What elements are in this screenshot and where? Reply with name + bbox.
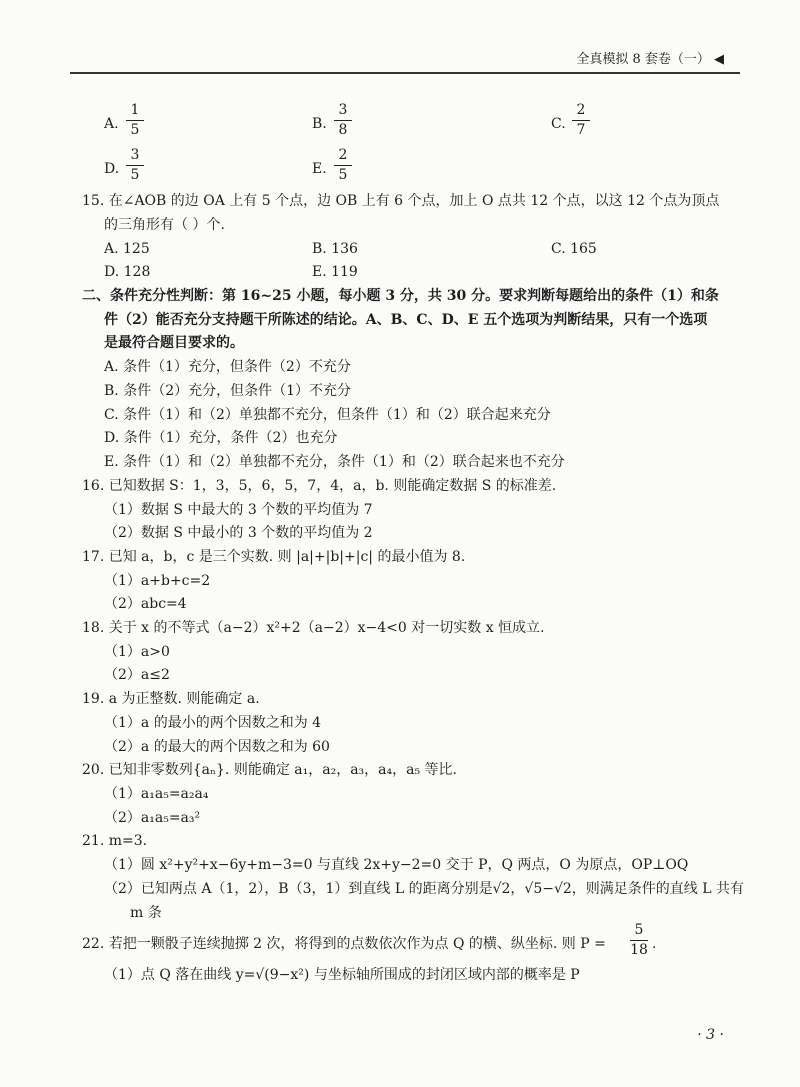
fraction <box>332 102 354 139</box>
numerator: 3 <box>130 147 140 163</box>
judgement-option: C. 条件（1）和（2）单独都不充分，但条件（1）和（2）联合起来充分 <box>104 407 551 423</box>
q22-stem-end: . <box>652 936 657 952</box>
numerator: 5 <box>634 922 644 938</box>
numerator: 1 <box>130 102 140 118</box>
q16-stem: 16. 已知数据 S：1，3，5，6，5，7，4，a，b. 则能确定数据 S 的标准差. <box>82 478 557 494</box>
judgement-option: A. 条件（1）充分，但条件（2）不充分 <box>104 359 351 375</box>
q18-condition-1: （1）a>0 <box>104 644 170 660</box>
q22-fraction <box>628 922 650 959</box>
judgement-option: B. 条件（2）充分，但条件（1）不充分 <box>104 383 352 399</box>
q21-stem: 21. m=3. <box>82 833 148 849</box>
header-title: 全真模拟 8 套卷（一） <box>576 52 710 67</box>
denominator: 18 <box>630 942 648 958</box>
fraction <box>570 102 592 139</box>
option-label: C. <box>551 116 566 132</box>
header-marker-icon: ◀ <box>714 52 724 67</box>
q19-condition-2: （2）a 的最大的两个因数之和为 60 <box>104 739 330 755</box>
numerator: 3 <box>338 102 348 118</box>
fraction <box>124 147 146 184</box>
q20-condition-1: （1）a₁a₅=a₂a₄ <box>104 786 209 802</box>
denominator: 8 <box>338 122 348 138</box>
q17-condition-2: （2）abc=4 <box>104 596 187 612</box>
denominator: 7 <box>576 122 586 138</box>
option-label: A. <box>104 116 119 132</box>
section2-heading-2: 件（2）能否充分支持题干所陈述的结论。A、B、C、D、E 五个选项为判断结果，只有一个选项 <box>104 312 708 328</box>
q17-condition-1: （1）a+b+c=2 <box>104 573 211 589</box>
judgement-option: D. 条件（1）充分，条件（2）也充分 <box>104 430 338 446</box>
q19-condition-1: （1）a 的最小的两个因数之和为 4 <box>104 715 322 731</box>
judgement-option: E. 条件（1）和（2）单独都不充分，条件（1）和（2）联合起来也不充分 <box>104 454 565 470</box>
section2-heading: 二、条件充分性判断：第 16~25 小题，每小题 3 分，共 30 分。要求判断每题给出的条件（1）和条 <box>82 288 719 304</box>
q15-stem-2: 的三角形有（ ）个. <box>104 217 225 233</box>
running-header <box>576 48 724 67</box>
numerator: 2 <box>338 147 348 163</box>
q21-condition-2-cont: m 条 <box>130 905 162 921</box>
q16-condition-1: （1）数据 S 中最大的 3 个数的平均值为 7 <box>104 502 373 518</box>
option-label: D. <box>104 161 120 177</box>
q15-option: D. 128 <box>104 264 151 280</box>
section2-heading-3: 是最符合题目要求的。 <box>104 335 244 351</box>
page-number: · 3 · <box>697 1027 724 1043</box>
q19-stem: 19. a 为正整数. 则能确定 a. <box>82 691 260 707</box>
q18-condition-2: （2）a≤2 <box>104 667 170 683</box>
q15-option: C. 165 <box>551 241 597 257</box>
q18-stem: 18. 关于 x 的不等式（a−2）x²+2（a−2）x−4<0 对一切实数 x 恒成立. <box>82 620 545 636</box>
q17-stem: 17. 已知 a，b，c 是三个实数. 则 |a|+|b|+|c| 的最小值为 8. <box>82 549 466 565</box>
q15-stem: 15. 在∠AOB 的边 OA 上有 5 个点，边 OB 上有 6 个点，加上 O 点共 12 个点，以这 12 个点为顶点 <box>82 193 720 209</box>
q15-option: B. 136 <box>312 241 358 257</box>
q20-stem: 20. 已知非零数列{aₙ}. 则能确定 a₁，a₂，a₃，a₄，a₅ 等比. <box>82 762 457 778</box>
header-rule <box>70 72 740 74</box>
q15-option: A. 125 <box>104 241 150 257</box>
denominator: 5 <box>130 167 140 183</box>
q21-condition-2: （2）已知两点 A（1，2），B（3，1）到直线 L 的距离分别是√2，√5−√2，则满足条件的直线 L 共有 <box>104 881 744 897</box>
q22-condition-1: （1）点 Q 落在曲线 y=√(9−x²) 与坐标轴所围成的封闭区域内部的概率是 P <box>104 967 580 983</box>
q22-stem: 22. 若把一颗骰子连续抛掷 2 次，将得到的点数依次作为点 Q 的横、纵坐标. 则 P = <box>82 936 606 952</box>
fraction <box>332 147 354 184</box>
denominator: 5 <box>130 122 140 138</box>
q20-condition-2: （2）a₁a₅=a₃² <box>104 810 201 826</box>
fraction <box>124 102 146 139</box>
option-label: B. <box>312 116 327 132</box>
q16-condition-2: （2）数据 S 中最小的 3 个数的平均值为 2 <box>104 525 373 541</box>
q15-option: E. 119 <box>312 264 358 280</box>
option-label: E. <box>312 161 327 177</box>
numerator: 2 <box>576 102 586 118</box>
denominator: 5 <box>338 167 348 183</box>
q21-condition-1: （1）圆 x²+y²+x−6y+m−3=0 与直线 2x+y−2=0 交于 P，Q 两点，O 为原点，OP⊥OQ <box>104 857 689 873</box>
